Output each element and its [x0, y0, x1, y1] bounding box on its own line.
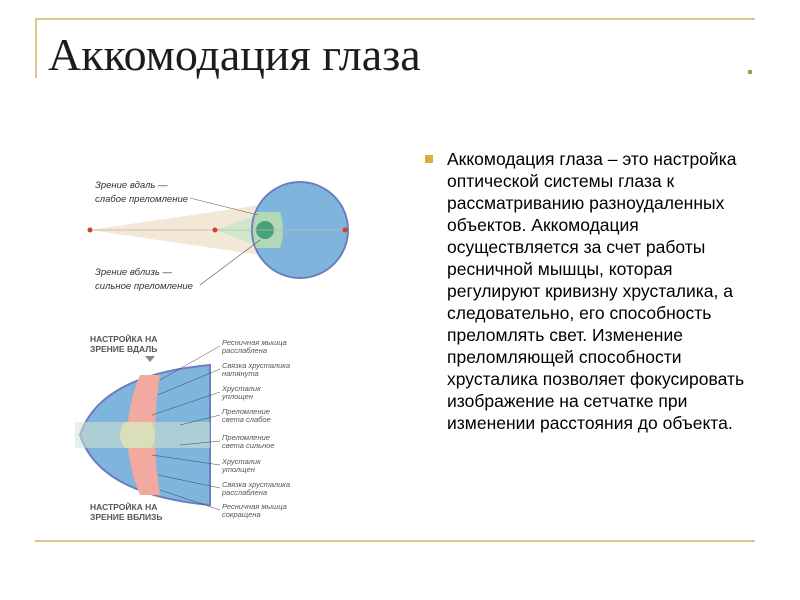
far-point [88, 228, 93, 233]
label-3a: Хрусталик [222, 384, 261, 393]
label-3b: уплощен [222, 392, 253, 401]
label-6a: Хрусталик [222, 457, 261, 466]
eye-rays-diagram [88, 180, 349, 292]
label-1b: расслаблена [222, 346, 267, 355]
eye-cross-section [75, 333, 290, 520]
near-point [213, 228, 218, 233]
frame-top-line [35, 18, 755, 20]
focus-point [343, 228, 348, 233]
label-7a: Связка хрусталика [222, 480, 290, 489]
slide-body-text: Аккомодация глаза – это настройка оптической системы глаза к рассматриванию разноудаленных объектов. Аккомодация осуществляется за счет работы ресничной мышцы, которая регулируют кривизну хрусталика, а следовательно, его способность преломлять свет. Изменение преломляющей способности хрусталика позволяет фокусировать изображение на сетчатке при изменении расстояния до объекта. [447, 149, 745, 433]
label-5b: света сильное [222, 441, 275, 450]
label-1a: Ресничная мышца [222, 338, 287, 347]
label-8a: Ресничная мышца [222, 502, 287, 511]
label-8b: сокращена [222, 510, 261, 519]
top-heading-1: НАСТРОЙКА НА [90, 334, 158, 344]
label-5a: Преломление [222, 433, 270, 442]
frame-left-line [35, 18, 37, 78]
bottom-heading-2: ЗРЕНИЕ ВБЛИЗЬ [90, 512, 163, 520]
slide-title: Аккомодация глаза [48, 29, 421, 80]
far-vision-label-1: Зрение вдаль — [95, 180, 168, 191]
top-heading-2: ЗРЕНИЕ ВДАЛЬ [90, 344, 158, 354]
label-2b: натянута [222, 369, 259, 378]
far-vision-label-2: слабое преломление [95, 194, 189, 205]
bullet-marker [425, 155, 433, 163]
eye-accommodation-figure [60, 160, 360, 520]
label-2a: Связка хрусталика [222, 361, 290, 370]
bottom-heading-1: НАСТРОЙКА НА [90, 502, 158, 512]
top-arrow-icon [145, 356, 155, 362]
label-4a: Преломление [222, 407, 270, 416]
near-vision-label-1: Зрение вблизь — [95, 267, 173, 278]
label-4b: света слабое [222, 415, 271, 424]
frame-bottom-line [35, 540, 755, 542]
label-7b: расслаблена [222, 488, 267, 497]
decor-dot [748, 70, 752, 74]
label-6b: утолщен [222, 465, 255, 474]
near-vision-label-2: сильное преломление [95, 281, 193, 292]
